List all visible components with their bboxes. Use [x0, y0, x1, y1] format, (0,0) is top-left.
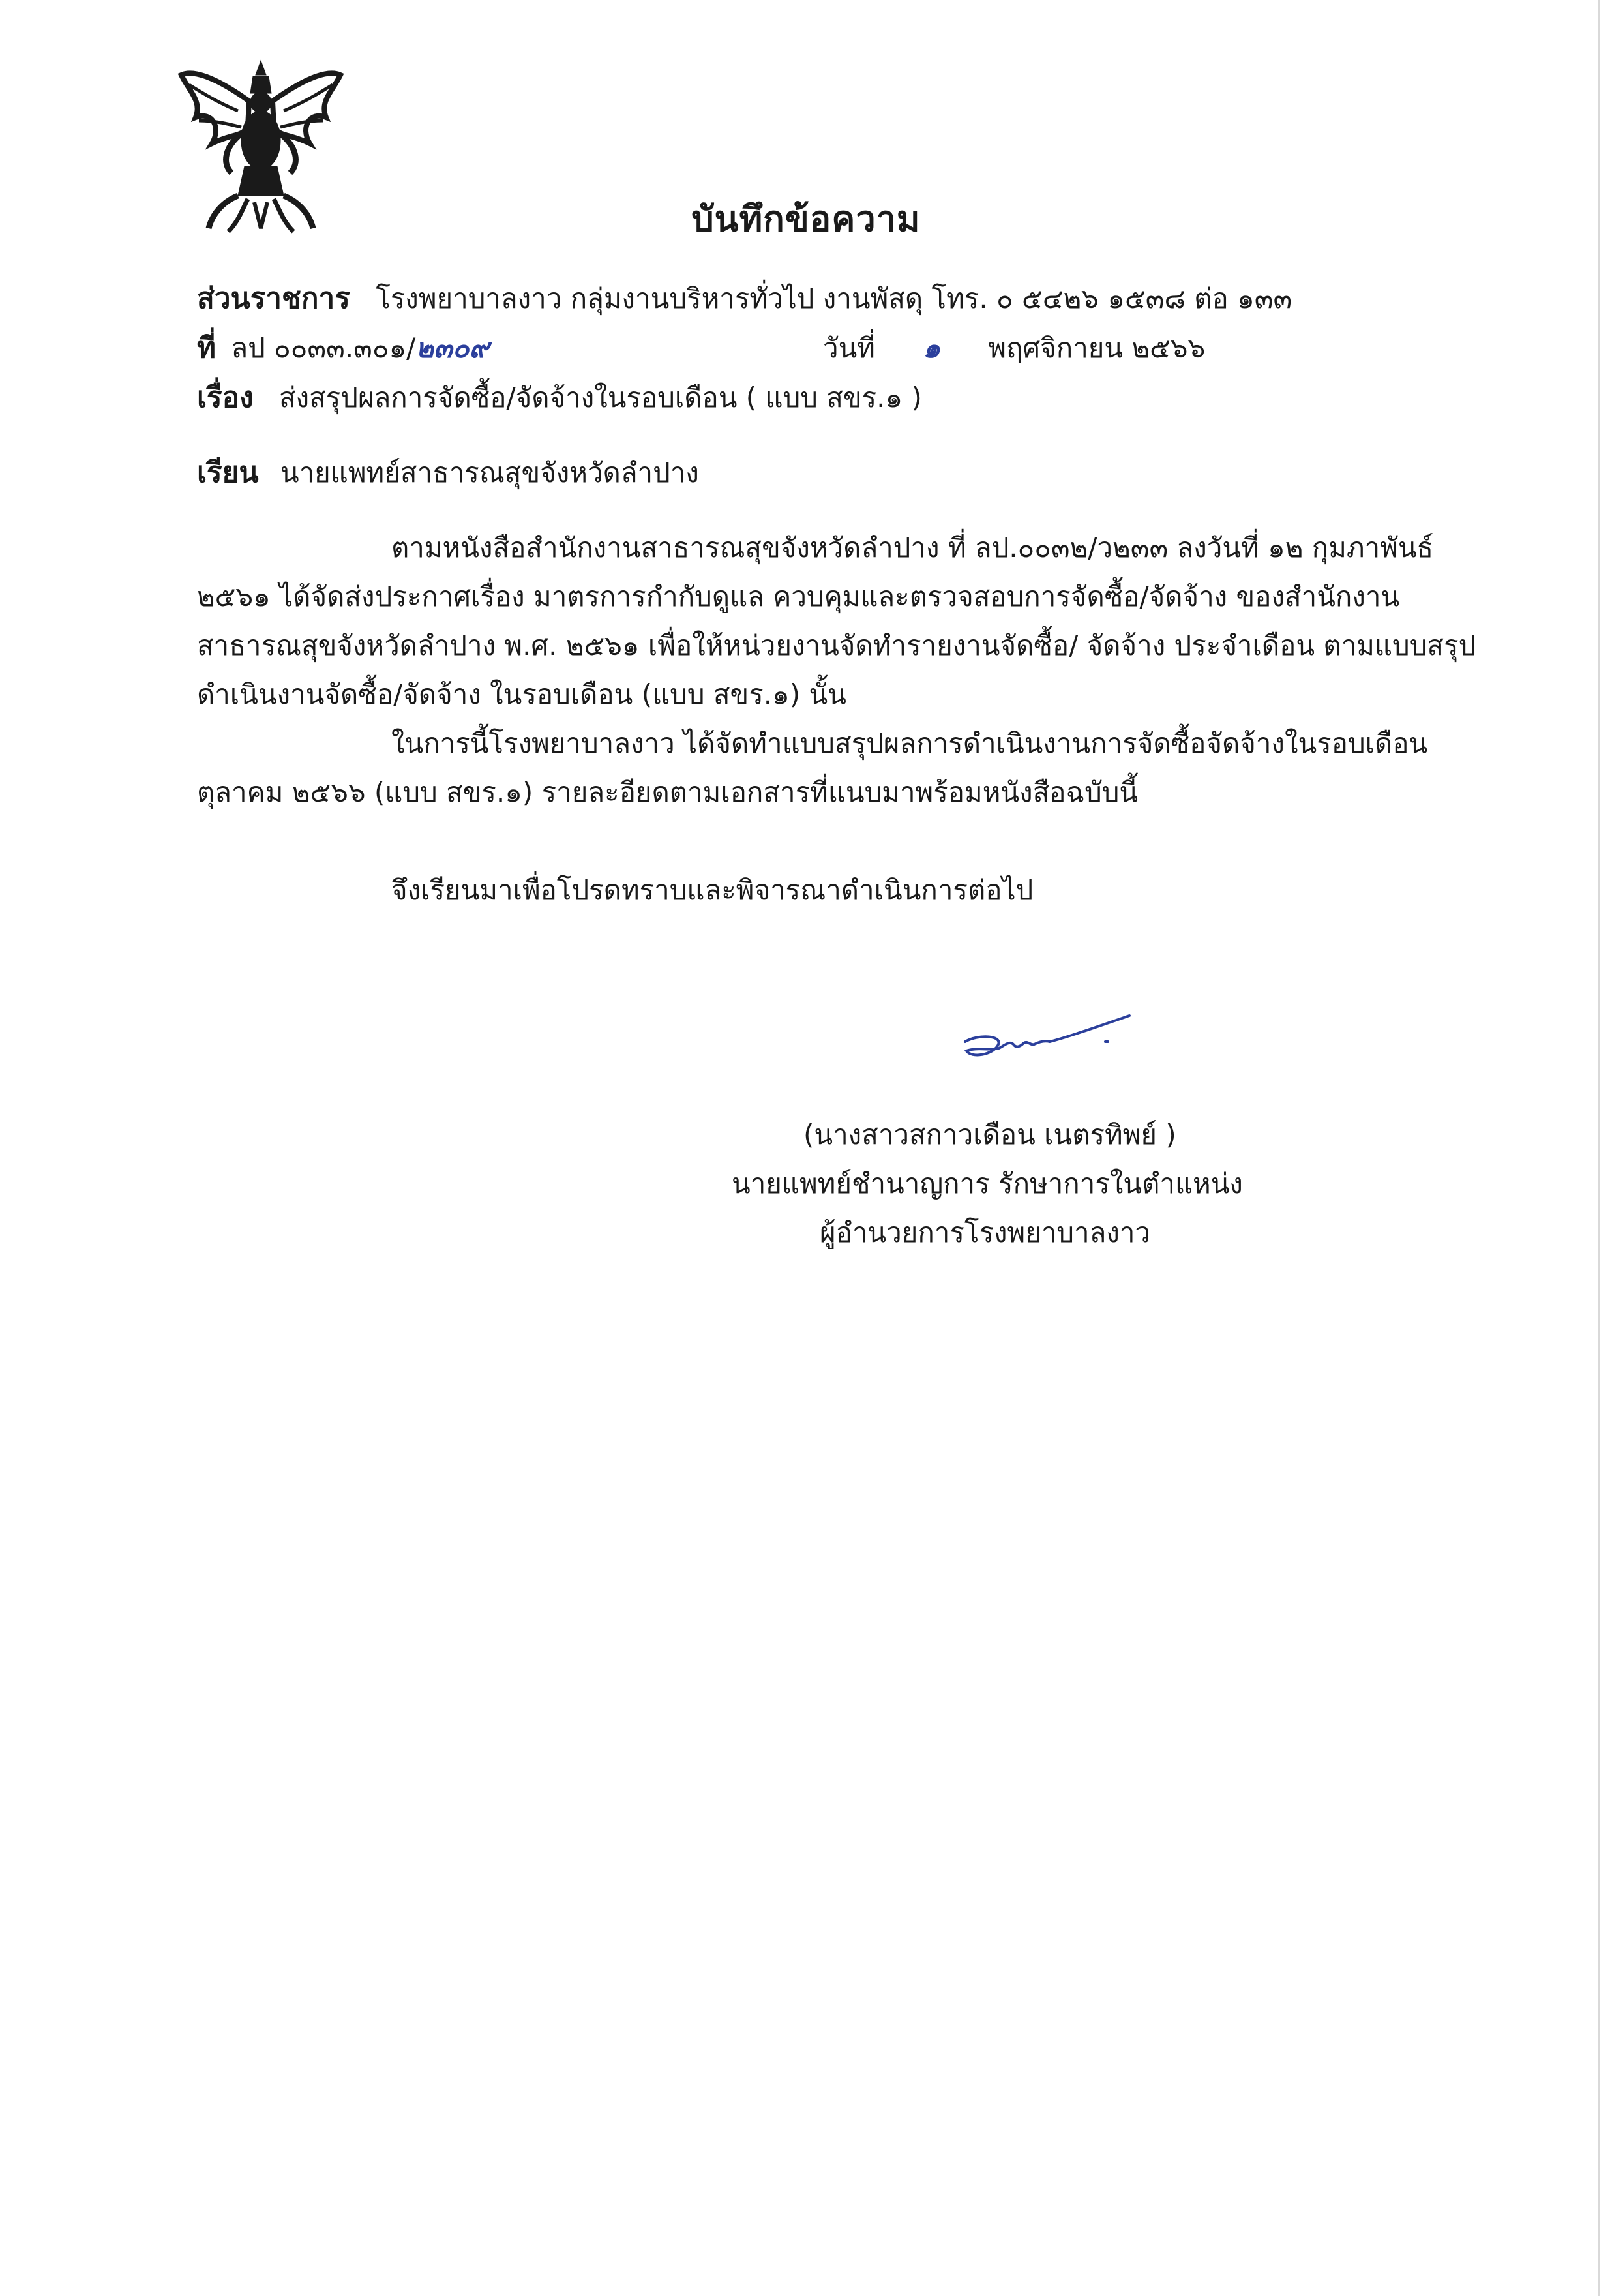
signatory-name: (นางสาวสกาวเดือน เนตรทิพย์ ): [803, 1119, 1176, 1151]
signatory-position: นายแพทย์ชำนาญการ รักษาการในตำแหน่ง: [732, 1168, 1243, 1200]
date-label: วันที่: [823, 332, 875, 364]
reference-label: ที่: [197, 331, 216, 365]
paragraph-line: ดำเนินงานจัดซื้อ/จัดจ้าง ในรอบเดือน (แบบ สขร.๑) นั้น: [197, 678, 846, 710]
addressee-line: [197, 453, 699, 492]
reference-prefix: ลป ๐๐๓๓.๓๐๑/: [231, 332, 416, 364]
paragraph-line: ตุลาคม ๒๕๖๖ (แบบ สขร.๑) รายละอียดตามเอกสารที่แนบมาพร้อมหนังสือฉบับนี้: [197, 776, 1139, 808]
page-edge: [1598, 0, 1600, 2296]
handwritten-signature: [959, 1008, 1135, 1080]
subject-label: เรื่อง: [197, 381, 254, 414]
addressee-label: เรียน: [197, 456, 259, 489]
reference-number-handwritten: ๒๓๐๙: [415, 332, 490, 364]
department-value: โรงพยาบาลงาว กลุ่มงานบริหารทั่วไป งานพัสดุ โทร. ๐ ๕๔๒๖ ๑๕๓๘ ต่อ ๑๓๓: [376, 282, 1292, 314]
paragraph-line: ตามหนังสือสำนักงานสาธารณสุขจังหวัดลำปาง ที่ ลป.๐๐๓๒/ว๒๓๓ ลงวันที่ ๑๒ กุมภาพันธ์: [391, 532, 1434, 564]
paragraph-line: ในการนี้โรงพยาบาลงาว ได้จัดทำแบบสรุปผลการดำเนินงานการจัดซื้อจัดจ้างในรอบเดือน: [391, 727, 1428, 759]
closing-line: จึงเรียนมาเพื่อโปรดทราบและพิจารณาดำเนินการต่อไป: [391, 874, 1034, 906]
document-title: บันทึกข้อความ: [691, 198, 921, 239]
reference-line: [197, 329, 489, 368]
date-rest: พฤศจิกายน ๒๕๖๖: [988, 332, 1206, 364]
paragraph-line: ๒๕๖๑ ได้จัดส่งประกาศเรื่อง มาตรการกำกับดูแล ควบคุมและตรวจสอบการจัดซื้อ/จัดจ้าง ของสำนักงาน: [197, 581, 1400, 612]
addressee-value: นายแพทย์สาธารณสุขจังหวัดลำปาง: [280, 457, 699, 489]
department-label: ส่วนราชการ: [197, 282, 350, 315]
signatory-organization: ผู้อำนวยการโรงพยาบาลงาว: [820, 1216, 1151, 1248]
date-day-handwritten: ๑: [923, 332, 941, 364]
department-line: [197, 279, 1292, 318]
paragraph-line: สาธารณสุขจังหวัดลำปาง พ.ศ. ๒๕๖๑ เพื่อให้หน่วยงานจัดทำรายงานจัดซื้อ/ จัดจ้าง ประจำเดือน ตามแบบสรุป: [197, 629, 1476, 661]
subject-line: [197, 378, 922, 417]
subject-value: ส่งสรุปผลการจัดซื้อ/จัดจ้างในรอบเดือน ( แบบ สขร.๑ ): [278, 382, 922, 414]
date-line: [823, 329, 1205, 368]
